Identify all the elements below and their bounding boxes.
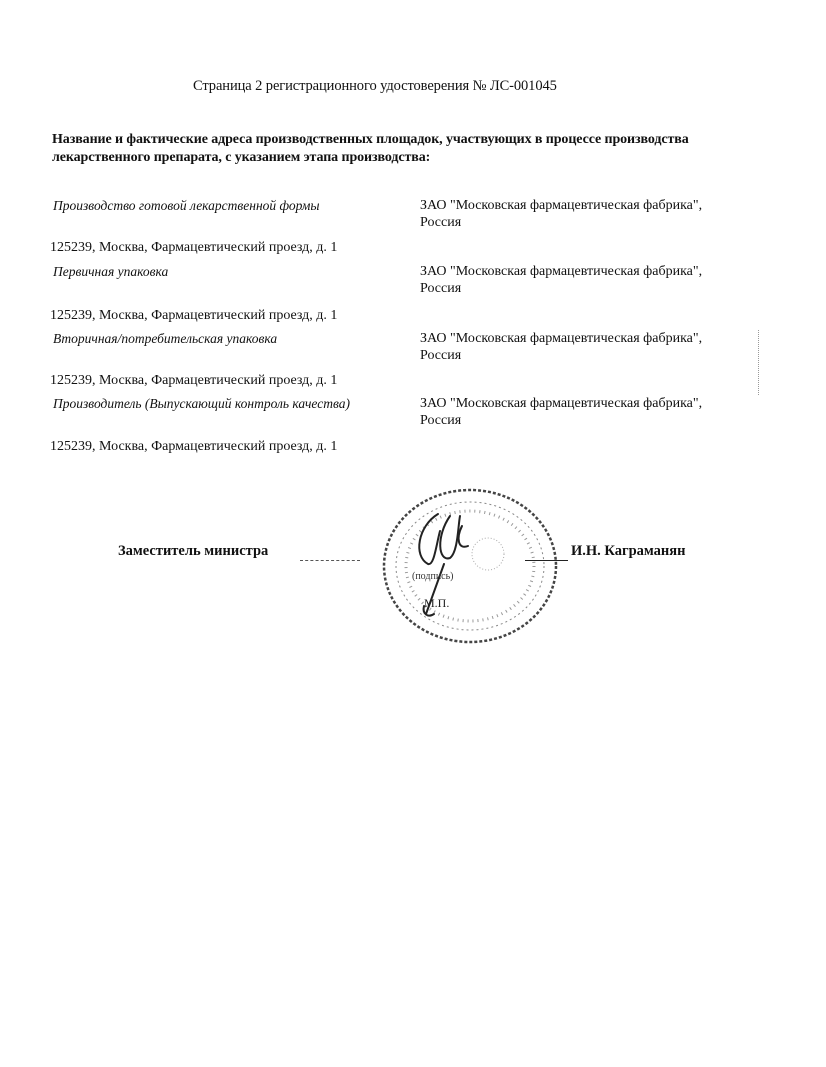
manufacturer	[420, 330, 770, 364]
production-stage: Производитель (Выпускающий контроль качества)	[53, 396, 350, 411]
page-header: Страница 2 регистрационного удостоверения № ЛС-001045	[193, 78, 557, 94]
site-address: 125239, Москва, Фармацевтический проезд, д. 1	[50, 240, 338, 255]
section-title: Название и фактические адреса производственных площадок, участвующих в процессе производства лекарственного препарата, с указанием этапа производства:	[52, 132, 689, 165]
manufacturer	[420, 263, 770, 297]
company-name: ЗАО "Московская фармацевтическая фабрика",	[420, 264, 703, 279]
signature-block	[0, 480, 826, 660]
company-country: Россия	[420, 215, 462, 230]
round-stamp-icon	[378, 486, 562, 646]
signatory-position: Заместитель министра	[118, 543, 269, 559]
site-address: 125239, Москва, Фармацевтический проезд, д. 1	[50, 373, 338, 388]
company-country: Россия	[420, 348, 462, 363]
seal-label: М.П.	[424, 596, 450, 610]
scan-artifact	[758, 330, 762, 395]
production-stage: Первичная упаковка	[53, 264, 169, 279]
signature-caption: (подпись)	[412, 571, 454, 582]
signature-line	[300, 560, 360, 561]
company-country: Россия	[420, 413, 462, 428]
company-name: ЗАО "Московская фармацевтическая фабрика",	[420, 396, 703, 411]
production-stage: Вторичная/потребительская упаковка	[53, 331, 278, 346]
signature-line	[525, 560, 568, 561]
site-address: 125239, Москва, Фармацевтический проезд, д. 1	[50, 308, 338, 323]
signatory-name: И.Н. Каграманян	[571, 543, 686, 559]
company-name: ЗАО "Московская фармацевтическая фабрика",	[420, 331, 703, 346]
manufacturer	[420, 395, 770, 429]
company-name: ЗАО "Московская фармацевтическая фабрика",	[420, 198, 703, 213]
production-stage: Производство готовой лекарственной формы	[53, 198, 320, 213]
site-address: 125239, Москва, Фармацевтический проезд, д. 1	[50, 439, 338, 454]
manufacturer	[420, 197, 770, 231]
company-country: Россия	[420, 281, 462, 296]
